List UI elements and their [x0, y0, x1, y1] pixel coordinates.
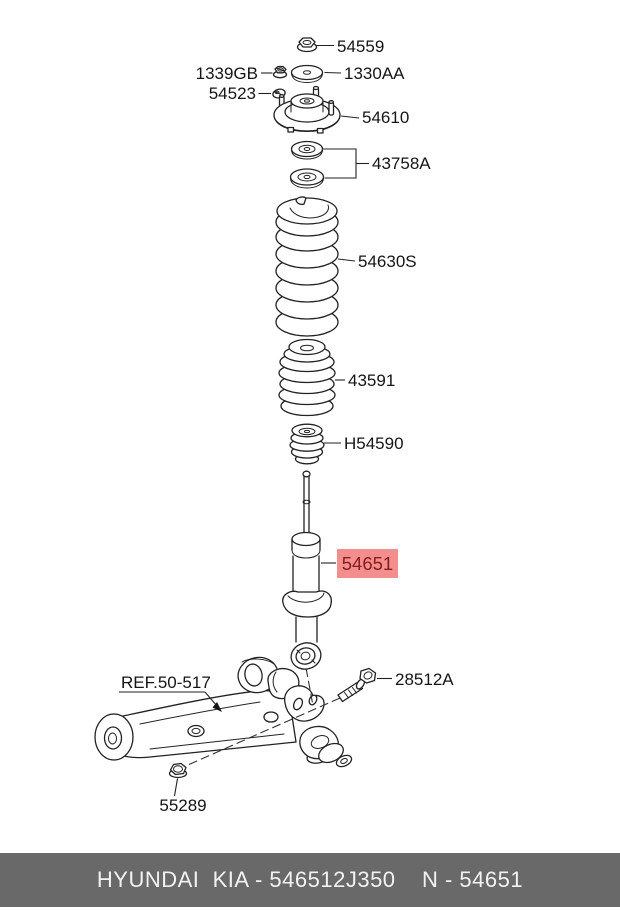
- part-label-55289[interactable]: 55289: [159, 796, 207, 815]
- washer-1330AA-drawing: [292, 66, 323, 83]
- part-label-H54590[interactable]: H54590: [344, 434, 404, 453]
- bump-stopper-H54590-drawing: [290, 424, 324, 464]
- part-label-54559[interactable]: 54559: [337, 37, 385, 56]
- shock-absorber-54651-drawing: [283, 471, 332, 672]
- nut-55289-drawing: [170, 764, 187, 778]
- footer-bar: [0, 853, 620, 907]
- part-label-54630S[interactable]: 54630S: [358, 252, 417, 271]
- lower-control-arm-drawing: [95, 654, 353, 769]
- part-label-REF-50-517[interactable]: REF.50-517: [121, 673, 211, 692]
- spring-pads-43758A-drawing: [291, 142, 324, 189]
- bolt-28512A-drawing: [338, 669, 376, 702]
- leader-1330AA: [325, 73, 342, 74]
- footer-part-code: HYUNDAI KIA - 546512J350 N - 54651: [96, 867, 524, 892]
- nut-54559-drawing: [298, 38, 317, 52]
- leader-54630S: [338, 259, 355, 261]
- coil-spring-54630S-drawing: [276, 197, 338, 336]
- dust-cover-43591-drawing: [279, 340, 335, 416]
- part-label-28512A[interactable]: 28512A: [395, 670, 454, 689]
- part-label-1339GB[interactable]: 1339GB: [195, 64, 258, 83]
- part-label-1330AA[interactable]: 1330AA: [344, 64, 405, 83]
- lock-washer-1339GB-drawing: [274, 67, 287, 78]
- part-label-43591[interactable]: 43591: [348, 371, 396, 390]
- part-label-54610[interactable]: 54610: [362, 108, 410, 127]
- leader-54610: [341, 116, 359, 118]
- leader-55289: [175, 779, 178, 797]
- bracket-43758A: [323, 149, 369, 178]
- part-label-54523[interactable]: 54523: [208, 84, 256, 103]
- part-label-43758A[interactable]: 43758A: [372, 154, 431, 173]
- selected-part-highlight[interactable]: [337, 549, 398, 578]
- part-label-54651[interactable]: 54651: [341, 553, 394, 574]
